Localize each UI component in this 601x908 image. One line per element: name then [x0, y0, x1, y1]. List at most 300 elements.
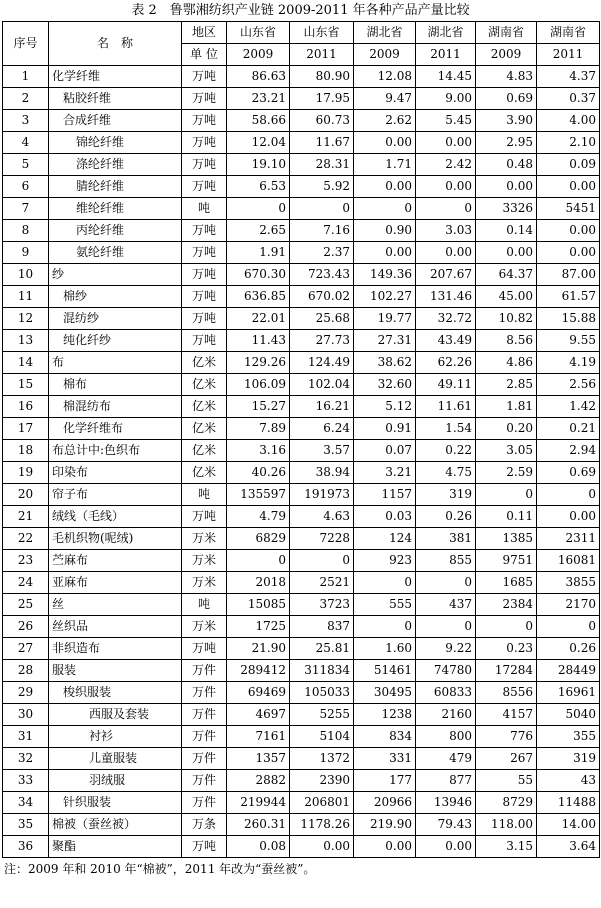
table-row: [3, 440, 600, 462]
row-number: 15: [3, 374, 49, 396]
value-cell: 2.94: [537, 440, 600, 462]
header-region: 湖北省: [416, 22, 476, 44]
product-name: 维纶纤维: [49, 198, 182, 220]
table-row: [3, 132, 600, 154]
unit-cell: 万件: [182, 726, 227, 748]
value-cell: 6.24: [290, 418, 354, 440]
unit-cell: 吨: [182, 198, 227, 220]
value-cell: 43.49: [416, 330, 476, 352]
value-cell: 7228: [290, 528, 354, 550]
product-name: 棉布: [49, 374, 182, 396]
product-name: 化学纤维: [49, 66, 182, 88]
value-cell: 289412: [227, 660, 290, 682]
product-name: 聚酯: [49, 836, 182, 858]
value-cell: 19.10: [227, 154, 290, 176]
value-cell: 0: [227, 550, 290, 572]
product-name: 棉纱: [49, 286, 182, 308]
value-cell: 834: [354, 726, 416, 748]
value-cell: 16081: [537, 550, 600, 572]
row-number: 25: [3, 594, 49, 616]
product-name: 衬衫: [49, 726, 182, 748]
value-cell: 0.14: [476, 220, 537, 242]
row-number: 17: [3, 418, 49, 440]
header-name: 名 称: [49, 22, 182, 66]
product-name: 丙纶纤维: [49, 220, 182, 242]
value-cell: 16961: [537, 682, 600, 704]
value-cell: 5.92: [290, 176, 354, 198]
unit-cell: 亿米: [182, 396, 227, 418]
value-cell: 479: [416, 748, 476, 770]
value-cell: 62.26: [416, 352, 476, 374]
product-name: 针织服装: [49, 792, 182, 814]
table-row: [3, 814, 600, 836]
value-cell: 12.04: [227, 132, 290, 154]
unit-cell: 亿米: [182, 352, 227, 374]
row-number: 11: [3, 286, 49, 308]
product-name: 腈纶纤维: [49, 176, 182, 198]
value-cell: 0: [354, 198, 416, 220]
value-cell: 0.00: [354, 176, 416, 198]
value-cell: 9751: [476, 550, 537, 572]
table-row: [3, 572, 600, 594]
value-cell: 0.69: [476, 88, 537, 110]
table-row: [3, 506, 600, 528]
value-cell: 7161: [227, 726, 290, 748]
unit-cell: 亿米: [182, 462, 227, 484]
value-cell: 4.19: [537, 352, 600, 374]
product-name: 梭织服装: [49, 682, 182, 704]
value-cell: 177: [354, 770, 416, 792]
value-cell: 19.77: [354, 308, 416, 330]
value-cell: 0: [354, 572, 416, 594]
row-number: 28: [3, 660, 49, 682]
value-cell: 58.66: [227, 110, 290, 132]
value-cell: 219944: [227, 792, 290, 814]
table-row: [3, 550, 600, 572]
header-year: 2011: [290, 44, 354, 66]
value-cell: 43: [537, 770, 600, 792]
value-cell: 855: [416, 550, 476, 572]
value-cell: 124: [354, 528, 416, 550]
value-cell: 0.03: [354, 506, 416, 528]
unit-cell: 吨: [182, 594, 227, 616]
value-cell: 776: [476, 726, 537, 748]
unit-cell: 万条: [182, 814, 227, 836]
value-cell: 319: [416, 484, 476, 506]
product-name: 混纺纱: [49, 308, 182, 330]
value-cell: 3.57: [290, 440, 354, 462]
value-cell: 1357: [227, 748, 290, 770]
value-cell: 0.22: [416, 440, 476, 462]
product-name: 服装: [49, 660, 182, 682]
unit-cell: 万吨: [182, 88, 227, 110]
header-seq: 序号: [3, 22, 49, 66]
row-number: 34: [3, 792, 49, 814]
product-name: 丝织品: [49, 616, 182, 638]
row-number: 31: [3, 726, 49, 748]
unit-cell: 万吨: [182, 638, 227, 660]
value-cell: 3.05: [476, 440, 537, 462]
unit-cell: 万件: [182, 704, 227, 726]
row-number: 8: [3, 220, 49, 242]
row-number: 26: [3, 616, 49, 638]
unit-cell: 万件: [182, 682, 227, 704]
value-cell: 636.85: [227, 286, 290, 308]
table-row: [3, 198, 600, 220]
table-row: [3, 484, 600, 506]
value-cell: 17284: [476, 660, 537, 682]
value-cell: 106.09: [227, 374, 290, 396]
value-cell: 0.00: [416, 242, 476, 264]
table-header: [3, 22, 600, 66]
value-cell: 32.72: [416, 308, 476, 330]
unit-cell: 万吨: [182, 110, 227, 132]
value-cell: 381: [416, 528, 476, 550]
value-cell: 0: [416, 198, 476, 220]
row-number: 23: [3, 550, 49, 572]
value-cell: 2.37: [290, 242, 354, 264]
header-year: 2009: [476, 44, 537, 66]
product-name: 合成纤维: [49, 110, 182, 132]
value-cell: 723.43: [290, 264, 354, 286]
value-cell: 0.00: [476, 242, 537, 264]
value-cell: 1.60: [354, 638, 416, 660]
row-number: 19: [3, 462, 49, 484]
value-cell: 0: [290, 550, 354, 572]
value-cell: 27.73: [290, 330, 354, 352]
value-cell: 0: [537, 616, 600, 638]
value-cell: 12.08: [354, 66, 416, 88]
value-cell: 0.21: [537, 418, 600, 440]
value-cell: 670.30: [227, 264, 290, 286]
value-cell: 118.00: [476, 814, 537, 836]
value-cell: 69469: [227, 682, 290, 704]
value-cell: 311834: [290, 660, 354, 682]
row-number: 6: [3, 176, 49, 198]
product-name: 布总计中:色织布: [49, 440, 182, 462]
unit-cell: 亿米: [182, 374, 227, 396]
table-row: [3, 330, 600, 352]
value-cell: 3855: [537, 572, 600, 594]
table-row: [3, 154, 600, 176]
value-cell: 40.26: [227, 462, 290, 484]
unit-cell: 万吨: [182, 506, 227, 528]
header-year: 2009: [354, 44, 416, 66]
value-cell: 4.37: [537, 66, 600, 88]
value-cell: 0.90: [354, 220, 416, 242]
header-region: 湖南省: [537, 22, 600, 44]
value-cell: 129.26: [227, 352, 290, 374]
product-name: 羽绒服: [49, 770, 182, 792]
value-cell: 0.26: [416, 506, 476, 528]
table-row: [3, 352, 600, 374]
table-row: [3, 682, 600, 704]
value-cell: 355: [537, 726, 600, 748]
value-cell: 131.46: [416, 286, 476, 308]
value-cell: 124.49: [290, 352, 354, 374]
value-cell: 27.31: [354, 330, 416, 352]
table-row: [3, 594, 600, 616]
value-cell: 2.10: [537, 132, 600, 154]
row-number: 16: [3, 396, 49, 418]
row-number: 21: [3, 506, 49, 528]
value-cell: 9.55: [537, 330, 600, 352]
value-cell: 0.00: [416, 836, 476, 858]
row-number: 36: [3, 836, 49, 858]
value-cell: 4.63: [290, 506, 354, 528]
value-cell: 2.85: [476, 374, 537, 396]
value-cell: 2018: [227, 572, 290, 594]
value-cell: 55: [476, 770, 537, 792]
row-number: 32: [3, 748, 49, 770]
value-cell: 670.02: [290, 286, 354, 308]
value-cell: 837: [290, 616, 354, 638]
value-cell: 0.00: [354, 242, 416, 264]
unit-cell: 万吨: [182, 308, 227, 330]
value-cell: 16.21: [290, 396, 354, 418]
value-cell: 800: [416, 726, 476, 748]
table-row: [3, 88, 600, 110]
table-row: [3, 286, 600, 308]
value-cell: 20966: [354, 792, 416, 814]
table-row: [3, 528, 600, 550]
value-cell: 2.62: [354, 110, 416, 132]
table-row: [3, 770, 600, 792]
value-cell: 51461: [354, 660, 416, 682]
value-cell: 0.00: [290, 836, 354, 858]
value-cell: 17.95: [290, 88, 354, 110]
value-cell: 0.37: [537, 88, 600, 110]
table-row: [3, 660, 600, 682]
value-cell: 0.00: [416, 132, 476, 154]
value-cell: 437: [416, 594, 476, 616]
value-cell: 1685: [476, 572, 537, 594]
unit-cell: 万吨: [182, 176, 227, 198]
value-cell: 1238: [354, 704, 416, 726]
value-cell: 3.90: [476, 110, 537, 132]
row-number: 2: [3, 88, 49, 110]
value-cell: 64.37: [476, 264, 537, 286]
product-name: 帘子布: [49, 484, 182, 506]
value-cell: 28.31: [290, 154, 354, 176]
row-number: 3: [3, 110, 49, 132]
table-row: [3, 462, 600, 484]
value-cell: 0: [290, 198, 354, 220]
table-title: 表 2 鲁鄂湘纺织产业链 2009-2011 年各种产品产量比较: [131, 3, 470, 18]
value-cell: 9.47: [354, 88, 416, 110]
table-row: [3, 176, 600, 198]
value-cell: 0: [416, 616, 476, 638]
value-cell: 102.27: [354, 286, 416, 308]
value-cell: 191973: [290, 484, 354, 506]
table-row: [3, 836, 600, 858]
value-cell: 0: [227, 198, 290, 220]
product-name: 棉被（蚕丝被）: [49, 814, 182, 836]
header-region: 山东省: [227, 22, 290, 44]
value-cell: 1157: [354, 484, 416, 506]
table-row: [3, 110, 600, 132]
value-cell: 206801: [290, 792, 354, 814]
value-cell: 0.00: [537, 220, 600, 242]
value-cell: 15085: [227, 594, 290, 616]
value-cell: 25.68: [290, 308, 354, 330]
product-name: 儿童服装: [49, 748, 182, 770]
value-cell: 2160: [416, 704, 476, 726]
table-row: [3, 616, 600, 638]
product-name: 纯化纤纱: [49, 330, 182, 352]
value-cell: 4157: [476, 704, 537, 726]
value-cell: 30495: [354, 682, 416, 704]
value-cell: 87.00: [537, 264, 600, 286]
unit-cell: 万件: [182, 660, 227, 682]
value-cell: 149.36: [354, 264, 416, 286]
value-cell: 79.43: [416, 814, 476, 836]
value-cell: 0.20: [476, 418, 537, 440]
value-cell: 923: [354, 550, 416, 572]
table-row: [3, 242, 600, 264]
value-cell: 0.11: [476, 506, 537, 528]
value-cell: 135597: [227, 484, 290, 506]
value-cell: 260.31: [227, 814, 290, 836]
row-number: 7: [3, 198, 49, 220]
product-name: 苎麻布: [49, 550, 182, 572]
value-cell: 3.16: [227, 440, 290, 462]
value-cell: 331: [354, 748, 416, 770]
row-number: 4: [3, 132, 49, 154]
product-name: 西服及套装: [49, 704, 182, 726]
value-cell: 2.95: [476, 132, 537, 154]
table-row: [3, 704, 600, 726]
unit-cell: 万米: [182, 616, 227, 638]
row-number: 18: [3, 440, 49, 462]
value-cell: 11.43: [227, 330, 290, 352]
table-row: [3, 748, 600, 770]
value-cell: 74780: [416, 660, 476, 682]
value-cell: 1.81: [476, 396, 537, 418]
row-number: 1: [3, 66, 49, 88]
value-cell: 2.65: [227, 220, 290, 242]
product-name: 绒线（毛线）: [49, 506, 182, 528]
value-cell: 207.67: [416, 264, 476, 286]
row-number: 24: [3, 572, 49, 594]
value-cell: 3.15: [476, 836, 537, 858]
value-cell: 2882: [227, 770, 290, 792]
row-number: 13: [3, 330, 49, 352]
unit-cell: 万吨: [182, 132, 227, 154]
header-region: 湖北省: [354, 22, 416, 44]
value-cell: 22.01: [227, 308, 290, 330]
value-cell: 2384: [476, 594, 537, 616]
table-row: [3, 220, 600, 242]
unit-cell: 万件: [182, 748, 227, 770]
value-cell: 0.00: [537, 176, 600, 198]
value-cell: 1.71: [354, 154, 416, 176]
product-name: 印染布: [49, 462, 182, 484]
unit-cell: 万吨: [182, 66, 227, 88]
row-number: 35: [3, 814, 49, 836]
unit-cell: 万米: [182, 550, 227, 572]
value-cell: 0.00: [354, 132, 416, 154]
value-cell: 2.59: [476, 462, 537, 484]
value-cell: 267: [476, 748, 537, 770]
value-cell: 4.75: [416, 462, 476, 484]
value-cell: 0.23: [476, 638, 537, 660]
unit-cell: 万米: [182, 572, 227, 594]
product-name: 涤纶纤维: [49, 154, 182, 176]
value-cell: 0: [354, 616, 416, 638]
value-cell: 23.21: [227, 88, 290, 110]
value-cell: 8.56: [476, 330, 537, 352]
value-cell: 21.90: [227, 638, 290, 660]
value-cell: 0.08: [227, 836, 290, 858]
row-number: 9: [3, 242, 49, 264]
value-cell: 11.61: [416, 396, 476, 418]
product-name: 锦纶纤维: [49, 132, 182, 154]
value-cell: 1.91: [227, 242, 290, 264]
table-body: [3, 66, 600, 858]
unit-cell: 万米: [182, 528, 227, 550]
value-cell: 102.04: [290, 374, 354, 396]
value-cell: 60833: [416, 682, 476, 704]
product-name: 亚麻布: [49, 572, 182, 594]
value-cell: 2521: [290, 572, 354, 594]
product-name: 丝: [49, 594, 182, 616]
unit-cell: 万吨: [182, 836, 227, 858]
value-cell: 13946: [416, 792, 476, 814]
value-cell: 6829: [227, 528, 290, 550]
value-cell: 0.00: [537, 506, 600, 528]
value-cell: 5255: [290, 704, 354, 726]
value-cell: 105033: [290, 682, 354, 704]
value-cell: 4.79: [227, 506, 290, 528]
value-cell: 3723: [290, 594, 354, 616]
header-region: 山东省: [290, 22, 354, 44]
table-row: [3, 638, 600, 660]
row-number: 10: [3, 264, 49, 286]
value-cell: 0.00: [476, 176, 537, 198]
value-cell: 6.53: [227, 176, 290, 198]
value-cell: 38.62: [354, 352, 416, 374]
product-name: 纱: [49, 264, 182, 286]
value-cell: 2390: [290, 770, 354, 792]
table-row: [3, 66, 600, 88]
value-cell: 0: [476, 484, 537, 506]
value-cell: 11488: [537, 792, 600, 814]
table-row: [3, 726, 600, 748]
row-number: 20: [3, 484, 49, 506]
product-name: 非织造布: [49, 638, 182, 660]
value-cell: 25.81: [290, 638, 354, 660]
value-cell: 877: [416, 770, 476, 792]
product-name: 氨纶纤维: [49, 242, 182, 264]
header-unit-label: 单 位: [182, 44, 227, 66]
product-name: 毛机织物(呢绒): [49, 528, 182, 550]
product-name: 化学纤维布: [49, 418, 182, 440]
value-cell: 49.11: [416, 374, 476, 396]
value-cell: 1.54: [416, 418, 476, 440]
value-cell: 4.00: [537, 110, 600, 132]
value-cell: 3.03: [416, 220, 476, 242]
value-cell: 219.90: [354, 814, 416, 836]
value-cell: 2311: [537, 528, 600, 550]
header-year: 2011: [537, 44, 600, 66]
value-cell: 555: [354, 594, 416, 616]
value-cell: 28449: [537, 660, 600, 682]
row-number: 33: [3, 770, 49, 792]
value-cell: 4.83: [476, 66, 537, 88]
value-cell: 5040: [537, 704, 600, 726]
unit-cell: 万吨: [182, 242, 227, 264]
